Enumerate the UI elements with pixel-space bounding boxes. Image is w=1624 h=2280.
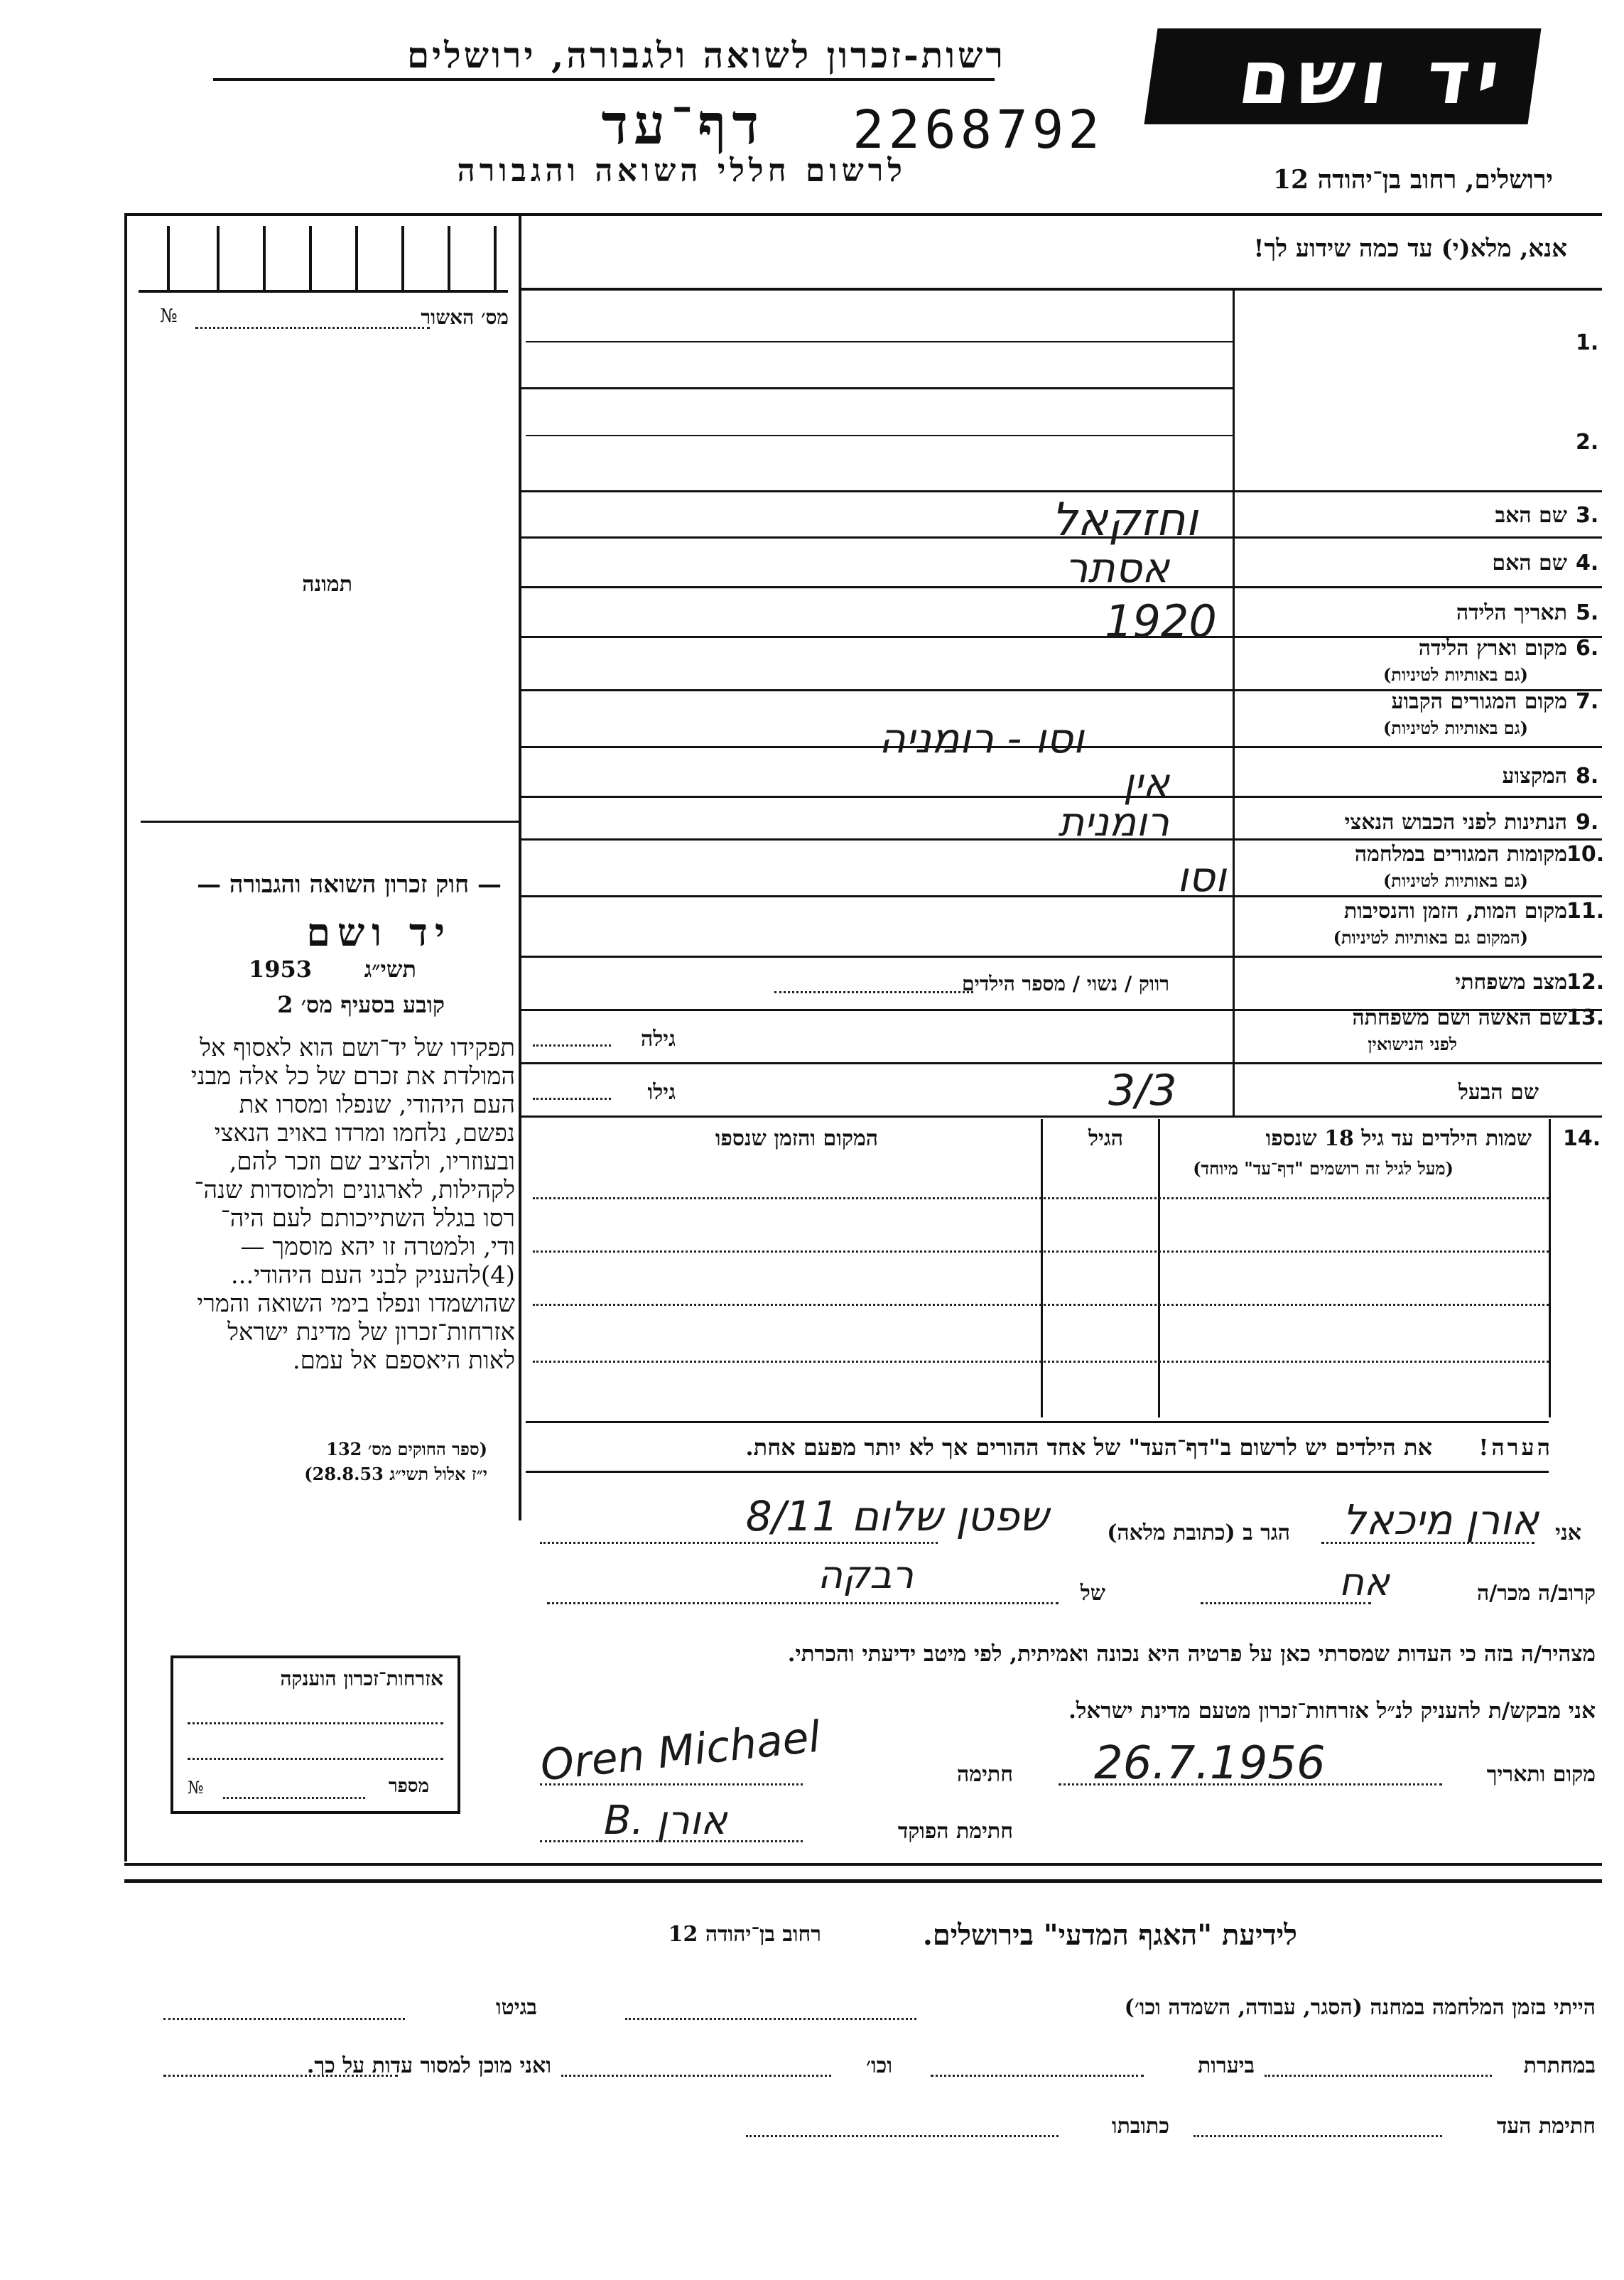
bottom-line1-a: הייתי בזמן המלחמה במחנה (הסגר, עבודה, השמדה וכו׳)	[1124, 1995, 1596, 2020]
field-number: 9.	[1576, 810, 1599, 835]
field-number: 12.	[1566, 970, 1605, 995]
code-boxes	[139, 226, 508, 293]
frame-left	[124, 213, 127, 1862]
field-number: 13.	[1566, 1005, 1605, 1030]
bottom-separator-2	[124, 1879, 1602, 1883]
citizenship-box-sign: №	[188, 1778, 204, 1798]
field-sub: (גם באותיות לטיניות)	[1382, 664, 1528, 685]
place-date-value[interactable]: 26.7.1956	[1094, 1737, 1326, 1790]
law-line: המולדת את זכרם של כל אלה מבני	[190, 1062, 515, 1091]
left-col-divider	[519, 213, 521, 1520]
bottom-line2-c: וכו׳	[866, 2053, 892, 2078]
law-line: ובעוזריו, ולהציב שם וזכר להם,	[229, 1147, 515, 1176]
citizenship-box	[170, 1655, 460, 1814]
cert-no-line	[195, 327, 430, 329]
resident-label: הגר ב (כתובת מלאה)	[1107, 1520, 1290, 1545]
law-title: — חוק זכרון השואה והגבורה —	[197, 870, 502, 899]
profession-label: המקצוע	[1502, 764, 1567, 789]
photo-label: תמונה	[302, 572, 352, 597]
bottom-heading-a: לידיעת "האגף המדעי" בירושלים.	[922, 1918, 1297, 1952]
citizenship-box-no: מספר	[388, 1776, 429, 1797]
intro-text: אנא, מלא(י) עד כמה שידוע לך!	[1253, 234, 1567, 263]
father-name-label: שם האב	[1495, 503, 1567, 528]
law-line: לאות היאספם אל עמם.	[292, 1346, 515, 1375]
profession-value[interactable]: אין	[1122, 760, 1169, 806]
field-sub: לפני הנישואין	[1368, 1034, 1457, 1054]
cert-no-sign: №	[160, 306, 178, 327]
field-sub: (גם באותיות לטיניות)	[1382, 718, 1528, 738]
note-frame-top	[526, 1421, 1549, 1423]
address-value[interactable]: שפטן שלום 8/11	[745, 1492, 1049, 1540]
husband-age-label: גילו	[647, 1080, 676, 1105]
mother-name-label: שם האם	[1492, 551, 1567, 576]
cert-no-label: מס׳ האשור	[421, 306, 509, 329]
declaration-request: אני מבקש/ת להעניק לנ״ל אזרחות־זכרון מטעם מדינת ישראל.	[1068, 1698, 1596, 1724]
marital-status-label: מצב משפחתי	[1455, 970, 1567, 995]
official-signature[interactable]: B. אורן	[604, 1798, 727, 1844]
intro-divider	[519, 288, 1602, 291]
wife-name-label: שם האשה ושם משפחתה	[1352, 1005, 1567, 1030]
authority-title: רשות-זכרון לשואה ולגבורה, ירושלים	[406, 34, 1006, 76]
children-place-header: המקום והזמן שנספו	[715, 1126, 878, 1151]
field-number: 14.	[1563, 1126, 1601, 1151]
law-name: יד ושם	[306, 909, 452, 955]
children-right-border	[1549, 1119, 1551, 1417]
birthplace-label: מקום וארץ הלידה	[1418, 636, 1567, 661]
field-number: 7.	[1576, 689, 1599, 714]
law-line: שהושמדו ונפלו בימי השואה והמרי	[197, 1290, 515, 1318]
field-number: 1.	[1576, 330, 1599, 355]
law-text	[142, 1034, 515, 1375]
children-col-2	[1041, 1119, 1043, 1417]
children-age-header: הגיל	[1088, 1126, 1123, 1151]
field-number: 11.	[1566, 899, 1605, 924]
residence-value[interactable]: וסו - רומניה	[878, 714, 1084, 762]
note-text: את הילדים יש לרשום ב"דף־העד" של אחד ההורים אך לא יותר מפעם אחת.	[745, 1434, 1432, 1461]
official-label: חתימת הפוקד	[897, 1819, 1013, 1844]
wife-age-label: גילה	[640, 1027, 676, 1052]
law-ref-2: י״ז אלול תשי״ג 28.8.53)	[304, 1464, 487, 1484]
nationality-value[interactable]: רומנית	[1058, 799, 1169, 845]
father-name-value[interactable]: וחזקאל	[1051, 494, 1198, 546]
form-subtitle: לרשום חללי השואה והגבורה	[457, 153, 906, 189]
declaration-i: אני	[1555, 1520, 1581, 1545]
authority-underline	[213, 78, 995, 81]
husband-name-label: שם הבעל	[1458, 1080, 1539, 1105]
birth-date-value[interactable]: 1920	[1105, 595, 1217, 647]
citizenship-box-title: אזרחות־זכרון הוענקה	[280, 1667, 443, 1690]
husband-age-value[interactable]: 3/3	[1108, 1066, 1177, 1115]
wartime-residence-value[interactable]: וסו	[1176, 853, 1226, 901]
of-value[interactable]: רבקה	[817, 1552, 914, 1597]
field-sub: (המקום גם באותיות לטיניות)	[1333, 927, 1528, 948]
witness-address-label: כתובתו	[1111, 2114, 1169, 2139]
logo-text: יד ושם	[1233, 34, 1512, 121]
field-number: 8.	[1576, 764, 1599, 789]
law-line: נפשם, נלחמו ומרדו באויב הנאצי	[214, 1119, 515, 1147]
law-year: 1953	[249, 956, 313, 983]
marital-status-options[interactable]: רווק / נשוי / מספר הילדים	[961, 972, 1169, 995]
of-label: של	[1080, 1581, 1105, 1606]
frame-top	[124, 213, 1602, 216]
mother-name-value[interactable]: אסתר	[1064, 544, 1169, 592]
bottom-line1-b: בגיטו	[495, 1995, 537, 2020]
law-year-heb: תשי״ג	[364, 956, 416, 983]
yv-address: ירושלים, רחוב בן־יהודה 12	[1272, 165, 1553, 195]
field-number: 2.	[1576, 430, 1599, 455]
field-sub: (גם באותיות לטיניות)	[1382, 870, 1528, 891]
law-line: תפקידו של יד־ושם הוא לאסוף אל	[200, 1034, 515, 1062]
bottom-line2-d: ואני מוכן למסור עדות על כך.	[306, 2053, 551, 2078]
declarant-name[interactable]: אורן מיכאל	[1342, 1496, 1539, 1544]
field-number: 3.	[1576, 503, 1599, 528]
death-place-label: מקום המות, הזמן והנסיבות	[1343, 899, 1567, 924]
law-line: (4)להעניק לבני העם היהודי...	[230, 1261, 515, 1290]
place-date-label: מקום ותאריך	[1486, 1762, 1596, 1787]
field-number: 5.	[1576, 600, 1599, 625]
witness-signature-label: חתימת העד	[1496, 2114, 1596, 2139]
children-sub: (מעל לגיל זה רושמים "דף־עד" מיוחד)	[1193, 1158, 1454, 1179]
form-title: דף־עד	[601, 92, 764, 157]
yad-vashem-logo	[1144, 28, 1542, 124]
bottom-line2-b: ביערות	[1197, 2053, 1255, 2078]
photo-bottom	[141, 821, 519, 823]
note-label: הערה!	[1478, 1434, 1553, 1461]
relation-value[interactable]: אח	[1338, 1560, 1390, 1604]
signature-label: חתימה	[957, 1762, 1013, 1787]
bottom-heading-b: רחוב בן־יהודה 12	[668, 1922, 821, 1947]
field-number: 10.	[1566, 842, 1605, 867]
relation-label: קרוב/ה מכר/ה	[1477, 1581, 1596, 1606]
law-line: רסו בגלל השתייכותם לעם היה־	[220, 1204, 515, 1233]
law-section: קובע בסעיף מס׳ 2	[277, 991, 445, 1018]
law-line: אזרחות־זכרון של מדינת ישראל	[227, 1318, 515, 1346]
nationality-label: הנתינות לפני הכבוש הנאצי	[1344, 810, 1567, 835]
field-number: 6.	[1576, 636, 1599, 661]
children-label: שמות הילדים עד גיל 18 שנספו	[1265, 1126, 1532, 1151]
bottom-line2-a: במחתרת	[1523, 2053, 1596, 2078]
law-line: העם היהודי, שנפלו ומסרו את	[239, 1091, 515, 1119]
law-line: לקהילות, לארגונים ולמוסדות שנה־	[194, 1176, 515, 1204]
wartime-residence-label: מקומות המגורים במלחמה	[1354, 842, 1567, 867]
law-line: ודי, ולמטרה זו יהא מוסמך —	[240, 1233, 515, 1261]
declaration-statement: מצהיר/ה בזה כי העדות שמסרתי כאן על פרטיה היא נכונה ואמיתית, לפי מיטב ידיעתי והכרתי.	[787, 1641, 1596, 1667]
note-frame-bottom	[526, 1471, 1549, 1473]
form-number: 2268792	[852, 99, 1104, 161]
law-ref-1: (ספר החוקים מס׳ 132	[326, 1439, 487, 1459]
birth-date-label: תאריך הלידה	[1456, 600, 1567, 625]
bottom-separator-1	[124, 1863, 1602, 1866]
signature-value[interactable]: Oren Michael	[538, 1712, 823, 1791]
label-col-divider	[1233, 288, 1235, 1115]
field-number: 4.	[1576, 551, 1599, 576]
children-col-1	[1158, 1119, 1160, 1417]
residence-label: מקום המגורים הקבוע	[1391, 689, 1567, 714]
